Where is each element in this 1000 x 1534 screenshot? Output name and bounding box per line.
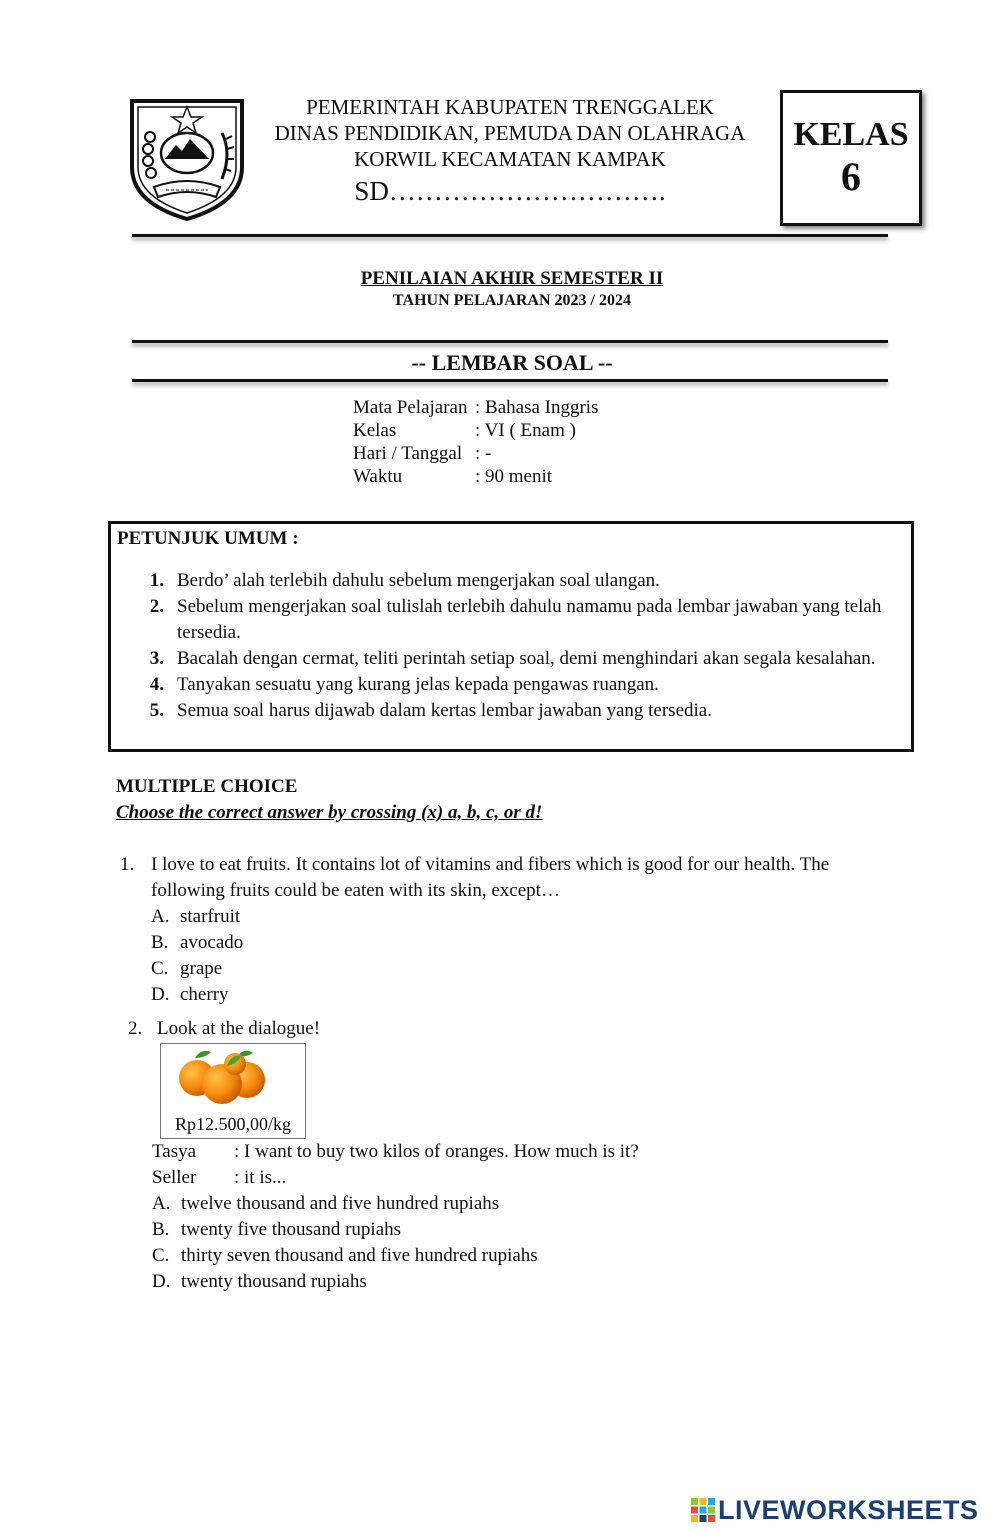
list-item xyxy=(111,568,911,594)
liveworksheets-logo-icon xyxy=(690,1497,716,1523)
header-divider xyxy=(132,234,888,237)
option-letter: C. xyxy=(152,1245,170,1266)
option-text: cherry xyxy=(180,984,229,1005)
question-1 xyxy=(120,852,880,1008)
item-number: 3. xyxy=(149,648,164,669)
section-instruction: Choose the correct answer by crossing (x) a, b, c, or d! xyxy=(116,802,543,823)
answer-option-d[interactable] xyxy=(151,982,880,1008)
item-number: 4. xyxy=(149,674,164,695)
answer-option-d[interactable] xyxy=(152,1269,538,1295)
info-value: : - xyxy=(475,443,492,464)
info-value: : Bahasa Inggris xyxy=(475,397,599,418)
info-row xyxy=(353,465,598,488)
info-label: Kelas xyxy=(353,420,397,441)
dialogue-text: : it is... xyxy=(234,1167,287,1188)
item-text: Bacalah dengan cermat, teliti perintah setiap soal, demi menghindari akan segala kesalahan. xyxy=(177,648,876,669)
question-number: 1. xyxy=(120,854,135,875)
exam-info xyxy=(353,396,598,488)
info-row xyxy=(353,442,598,465)
info-label: Hari / Tanggal xyxy=(353,443,463,464)
option-letter: D. xyxy=(152,1271,171,1292)
list-item xyxy=(111,698,911,724)
item-number: 5. xyxy=(149,700,164,721)
question-number: 2. xyxy=(128,1018,143,1039)
question-2 xyxy=(128,1016,888,1042)
question-text: I love to eat fruits. It contains lot of vitamins and fibers which is good for our health. The following fruits could be eaten with its skin, except… xyxy=(151,854,830,901)
info-value: : 90 menit xyxy=(475,466,553,487)
list-item xyxy=(111,672,911,698)
answer-option-c[interactable] xyxy=(151,956,880,982)
option-letter: D. xyxy=(151,984,170,1005)
answer-option-c[interactable] xyxy=(152,1243,538,1269)
header-district: KORWIL KECAMATAN KAMPAK xyxy=(354,147,666,171)
option-letter: B. xyxy=(151,932,169,953)
question-text: Look at the dialogue! xyxy=(157,1018,321,1039)
item-text: Berdo’ alah terlebih dahulu sebelum mengerjakan soal ulangan. xyxy=(177,570,660,591)
answer-option-b[interactable] xyxy=(151,930,880,956)
speaker: Tasya xyxy=(152,1141,197,1162)
option-text: thirty seven thousand and five hundred rupiahs xyxy=(181,1245,538,1266)
class-number: 6 xyxy=(841,154,861,199)
sheet-divider-top xyxy=(132,340,888,343)
dialogue-line xyxy=(152,1139,639,1165)
general-instructions-box xyxy=(108,521,914,752)
answer-option-b[interactable] xyxy=(152,1217,538,1243)
price-label: Rp12.500,00/kg xyxy=(174,1114,291,1134)
header-department: DINAS PENDIDIKAN, PEMUDA DAN OLAHRAGA xyxy=(274,121,746,145)
list-item xyxy=(111,646,911,672)
regency-emblem-icon xyxy=(124,95,250,221)
option-letter: A. xyxy=(151,906,170,927)
oranges-image xyxy=(175,1046,271,1106)
class-box xyxy=(780,90,922,226)
dialogue xyxy=(152,1139,639,1191)
info-row xyxy=(353,396,598,419)
option-text: twenty five thousand rupiahs xyxy=(181,1219,402,1240)
header-school-blank: SD…………………………. xyxy=(354,176,666,206)
exam-title: PENILAIAN AKHIR SEMESTER II xyxy=(360,268,664,289)
header-government: PEMERINTAH KABUPATEN TRENGGALEK xyxy=(306,95,714,119)
option-text: starfruit xyxy=(180,906,241,927)
dialogue-text: : I want to buy two kilos of oranges. How much is it? xyxy=(234,1141,639,1162)
info-row xyxy=(353,419,598,442)
answer-option-a[interactable] xyxy=(152,1191,538,1217)
class-label: KELAS xyxy=(793,116,909,153)
dialogue-line xyxy=(152,1165,639,1191)
info-label: Waktu xyxy=(353,466,403,487)
item-text: Semua soal harus dijawab dalam kertas lembar jawaban yang tersedia. xyxy=(177,700,712,721)
item-text: Tanyakan sesuatu yang kurang jelas kepada pengawas ruangan. xyxy=(177,674,659,695)
option-letter: C. xyxy=(151,958,169,979)
speaker: Seller xyxy=(152,1167,197,1188)
option-text: twelve thousand and five hundred rupiahs xyxy=(181,1193,500,1214)
option-text: twenty thousand rupiahs xyxy=(181,1271,367,1292)
question-2-options xyxy=(152,1191,538,1295)
list-item xyxy=(111,594,911,646)
item-number: 1. xyxy=(149,570,164,591)
info-value: : VI ( Enam ) xyxy=(475,420,576,441)
item-number: 2. xyxy=(149,596,164,617)
option-letter: B. xyxy=(152,1219,170,1240)
instructions-title: PETUNJUK UMUM : xyxy=(117,528,299,549)
item-text: Sebelum mengerjakan soal tulislah terlebih dahulu namamu pada lembar jawaban yang telah tersedia. xyxy=(177,596,882,643)
option-letter: A. xyxy=(152,1193,171,1214)
option-text: grape xyxy=(180,958,223,979)
section-heading: MULTIPLE CHOICE xyxy=(116,776,298,797)
info-label: Mata Pelajaran xyxy=(353,397,468,418)
price-card xyxy=(160,1043,306,1139)
exam-year: TAHUN PELAJARAN 2023 / 2024 xyxy=(393,292,631,309)
liveworksheets-watermark[interactable] xyxy=(690,1494,979,1526)
watermark-text: LIVEWORKSHEETS xyxy=(718,1494,979,1525)
option-text: avocado xyxy=(180,932,244,953)
answer-option-a[interactable] xyxy=(151,904,880,930)
sheet-title: -- LEMBAR SOAL -- xyxy=(411,350,613,375)
sheet-divider-bottom xyxy=(132,379,888,382)
instructions-list xyxy=(111,568,911,724)
